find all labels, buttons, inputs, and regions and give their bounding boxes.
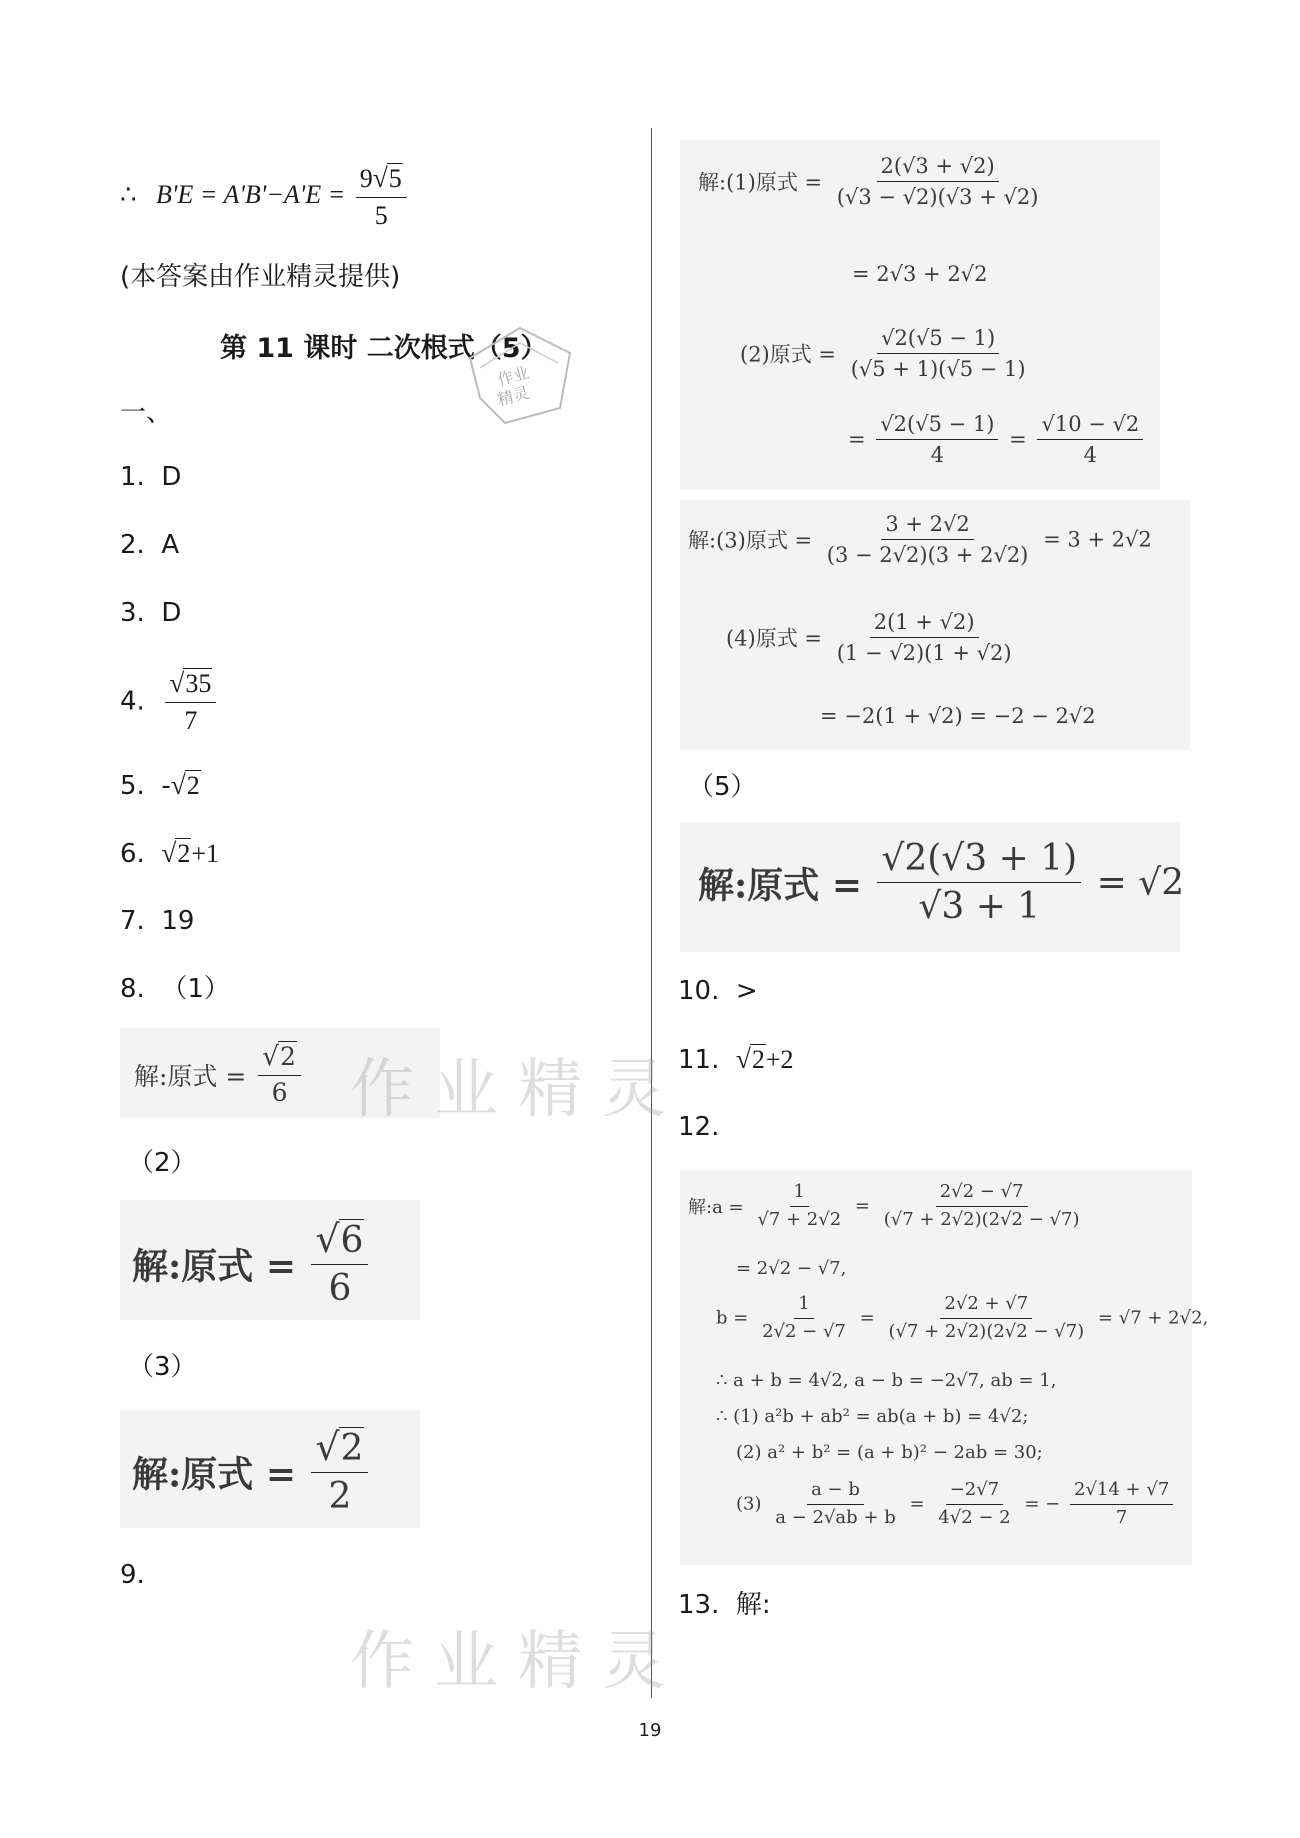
q8-1-scan: 解:原式 = $\frac{√2}{6}$	[120, 1028, 440, 1118]
q9-sub5-label: （5）	[688, 772, 757, 802]
top-fraction: $\frac{9√5}{5}$	[356, 163, 407, 231]
credit-line: (本答案由作业精灵提供)	[120, 262, 401, 292]
answer-q1: 1. D	[120, 462, 182, 492]
answer-q6: 6. √2+1	[120, 838, 219, 869]
answer-q10: 10. >	[678, 976, 758, 1006]
lesson-heading: 第 11 课时 二次根式（5）	[220, 333, 548, 364]
q9-solution-1-scan: 解:(1)原式 = $\frac{2(√3 + √2)}{(√3 - √2)(√3 + √2)}$ = 2√3 + 2√2	[680, 140, 1160, 320]
q8-2-scan: 解:原式 = $\frac{√6}{6}$	[120, 1200, 420, 1320]
page-number: 19	[638, 1720, 662, 1741]
watermark-stamp-logo	[460, 318, 580, 428]
q9-solution-5-scan: 解:原式 = $\frac{√2(√3 + 1)}{√3 + 1}$ = √2	[680, 822, 1180, 952]
answer-q9: 9.	[120, 1560, 145, 1590]
q9-solution-2-scan: (2)原式 = $\frac{√2(√5 - 1)}{(√5 + 1)(√5 - 1)}$ = $\frac{√2(√5 - 1)}{4}$ = $\frac{√10 - √2}{4}$	[680, 320, 1160, 490]
answer-q12: 12.	[678, 1112, 720, 1142]
q9-solution-3-4-scan: 解:(3)原式 = $\frac{3 + 2√2}{(3 - 2√2)(3 + 2√2)}$ = 3 + 2√2 (4)原式 = $\frac{2(1 + √2)}{(1 - √2)(1 + √2)}$ = −2(1 + √2) = −2 − 2√2	[680, 500, 1190, 750]
watermark-text: 作业精灵	[350, 1053, 686, 1127]
svg-text:作业: 作业	[495, 362, 532, 390]
q8-sub3-label: （3）	[128, 1352, 197, 1382]
answer-q11: 11. √2+2	[678, 1044, 794, 1075]
section-label: 一、	[120, 398, 173, 428]
answer-q2: 2. A	[120, 530, 180, 560]
svg-text:精灵: 精灵	[495, 382, 532, 410]
answer-q4: 4. $\frac{√35}{7}$	[120, 668, 220, 736]
answer-q13: 13. 解:	[678, 1590, 771, 1620]
q12-solution-scan: 解:a = $\frac{1}{√7 + 2√2}$ = $\frac{2√2 - √7}{(√7 + 2√2)(2√2 - √7)}$ = 2√2 − √7, b = $\frac{1}{2√2 - √7}$ = $\frac{2√2 + √7}{(√7 + 2√2)(2√2 - √7)}$ = √7 + 2√2, ∴ a + b = 4√2, a − b = −2√7, ab = 1, ∴ (1) a²b + ab² = ab(a + b) = 4√2; (2) a² + b² = (a + b)² − 2ab = 30; (3) $\frac{a - b}{a - 2√ab + b}$ = $\frac{-2√7}{4√2 - 2}$ = − $\frac{2√14 + √7}{7}$	[680, 1170, 1192, 1565]
q4-fraction: $\frac{√35}{7}$	[165, 668, 216, 736]
column-divider	[651, 128, 652, 1698]
top-equation: ∴ B'E = A'B'−A'E = $\frac{9√5}{5}$	[120, 163, 411, 231]
answer-q5: 5. -√2	[120, 770, 200, 801]
watermark-text-2: 作业精灵	[350, 1625, 686, 1699]
answer-q7: 7. 19	[120, 906, 195, 936]
answer-q8: 8. （1）	[120, 974, 230, 1004]
q8-sub2-label: （2）	[128, 1148, 197, 1178]
answer-q3: 3. D	[120, 598, 182, 628]
q8-3-scan: 解:原式 = $\frac{√2}{2}$	[120, 1410, 420, 1528]
